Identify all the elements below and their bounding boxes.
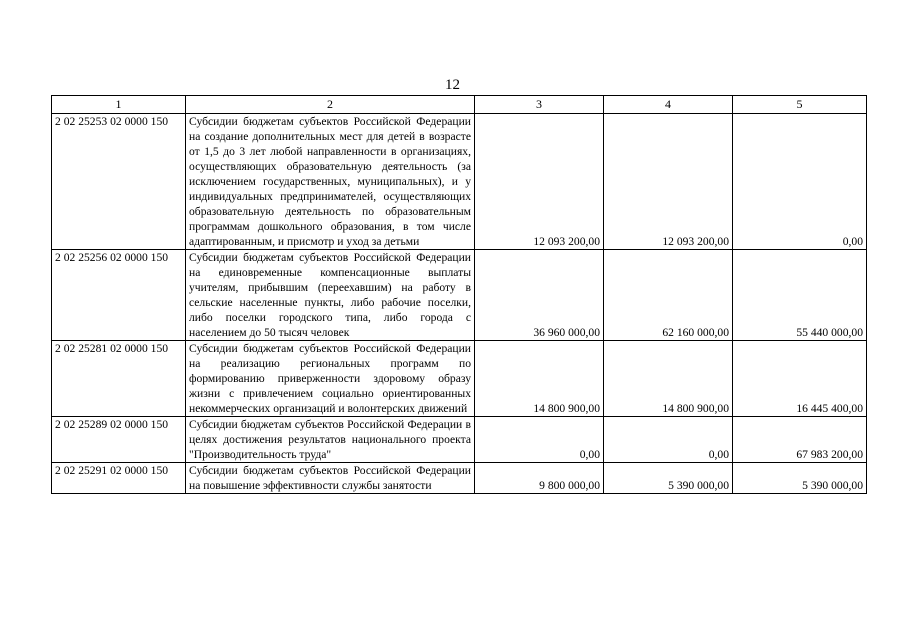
subsidy-description: Субсидии бюджетам субъектов Российской Федерации на повышение эффективности службы занятости bbox=[186, 463, 475, 494]
table-row bbox=[52, 114, 867, 250]
table-row bbox=[52, 463, 867, 494]
amount-col3: 9 800 000,00 bbox=[475, 463, 604, 494]
page-number: 12 bbox=[445, 77, 460, 93]
budget-code: 2 02 25256 02 0000 150 bbox=[52, 250, 186, 341]
amount-col3: 36 960 000,00 bbox=[475, 250, 604, 341]
amount-col3: 12 093 200,00 bbox=[475, 114, 604, 250]
subsidy-description: Субсидии бюджетам субъектов Российской Федерации на создание дополнительных мест для детей в возрасте от 1,5 до 3 лет любой направленности в организациях, осуществляющих образовательную деятельность (за исключением государственных, муниципальных), и у индивидуальных предпринимателей, осуществляющих образовательную деятельность по образовательным программам дошкольного образования, в том числе адаптированным, и присмотр и уход за детьми bbox=[186, 114, 475, 250]
budget-table bbox=[51, 95, 867, 494]
amount-col5: 5 390 000,00 bbox=[733, 463, 867, 494]
amount-col4: 14 800 900,00 bbox=[604, 341, 733, 417]
amount-col3: 0,00 bbox=[475, 417, 604, 463]
budget-code: 2 02 25281 02 0000 150 bbox=[52, 341, 186, 417]
column-header-1: 1 bbox=[52, 96, 186, 114]
table-row bbox=[52, 250, 867, 341]
subsidy-description: Субсидии бюджетам субъектов Российской Федерации на единовременные компенсационные выплаты учителям, прибывшим (переехавшим) на работу в сельские населенные пункты, либо рабочие поселки, либо поселки городского типа, либо города с населением до 50 тысяч человек bbox=[186, 250, 475, 341]
amount-col4: 62 160 000,00 bbox=[604, 250, 733, 341]
column-header-3: 3 bbox=[475, 96, 604, 114]
budget-code: 2 02 25289 02 0000 150 bbox=[52, 417, 186, 463]
amount-col5: 16 445 400,00 bbox=[733, 341, 867, 417]
amount-col5: 67 983 200,00 bbox=[733, 417, 867, 463]
budget-code: 2 02 25253 02 0000 150 bbox=[52, 114, 186, 250]
table-row bbox=[52, 341, 867, 417]
amount-col4: 0,00 bbox=[604, 417, 733, 463]
amount-col4: 12 093 200,00 bbox=[604, 114, 733, 250]
column-header-2: 2 bbox=[186, 96, 475, 114]
budget-code: 2 02 25291 02 0000 150 bbox=[52, 463, 186, 494]
table-header-row bbox=[52, 96, 867, 114]
amount-col5: 55 440 000,00 bbox=[733, 250, 867, 341]
amount-col3: 14 800 900,00 bbox=[475, 341, 604, 417]
subsidy-description: Субсидии бюджетам субъектов Российской Федерации в целях достижения результатов национального проекта "Производительность труда" bbox=[186, 417, 475, 463]
column-header-4: 4 bbox=[604, 96, 733, 114]
column-header-5: 5 bbox=[733, 96, 867, 114]
amount-col5: 0,00 bbox=[733, 114, 867, 250]
amount-col4: 5 390 000,00 bbox=[604, 463, 733, 494]
subsidy-description: Субсидии бюджетам субъектов Российской Федерации на реализацию региональных программ по формированию приверженности здоровому образу жизни с привлечением социально ориентированных некоммерческих организаций и волонтерских движений bbox=[186, 341, 475, 417]
table-row bbox=[52, 417, 867, 463]
